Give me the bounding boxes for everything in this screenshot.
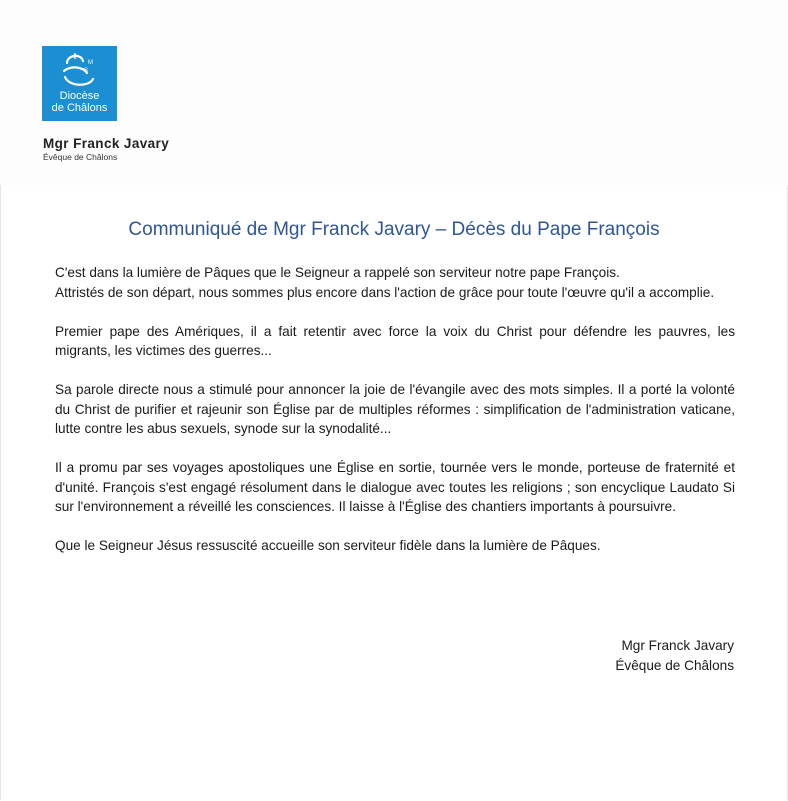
diocese-emblem-icon [61, 51, 98, 89]
paragraph [55, 380, 735, 439]
diocese-logo [42, 46, 117, 121]
emblem-letter-s: S [84, 68, 89, 74]
paragraph-line: Attristés de son départ, nous sommes plus encore dans l'action de grâce pour toute l'œuvre qu'il a accomplie. [55, 284, 715, 300]
closing-signature [615, 636, 734, 676]
paragraph [55, 536, 735, 556]
logo-text-chalons: de Châlons [51, 102, 108, 114]
paragraph-line: Il a promu par ses voyages apostoliques une Église en sortie, tournée vers le monde, porteuse de fraternité et d'unité. François s'est engagé résolument dans le dialogue avec toutes les religions ; son encyclique Laudato Si sur l'environnement a réveillé les consciences. Il laisse à l'Église des chantiers importants à poursuivre. [55, 460, 735, 514]
letterhead-author-name: Mgr Franck Javary [43, 136, 170, 151]
closing-name: Mgr Franck Javary [621, 638, 734, 653]
paragraph-line: Sa parole directe nous a stimulé pour annoncer la joie de l'évangile avec des mots simples. Il a porté la volonté du Christ de purifier et rajeunir son Église par de multiples réformes : simplification de l'administration vaticane, lutte contre les abus sexuels, synode sur la synodalité... [55, 382, 735, 436]
logo-text-diocese: Diocèse [59, 90, 100, 102]
paragraph [55, 263, 735, 302]
letterhead [0, 0, 788, 185]
paragraph-line: C'est dans la lumière de Pâques que le Seigneur a rappelé son serviteur notre pape François. [55, 265, 620, 280]
emblem-letter-m: M [88, 60, 93, 66]
letterhead-author-role: Évêque de Châlons [43, 152, 118, 162]
paragraph-line: Premier pape des Amériques, il a fait retentir avec force la voix du Christ pour défendre les pauvres, les migrants, les victimes des guerres... [55, 323, 735, 358]
document-title: Communiqué de Mgr Franck Javary – Décès du Pape François [128, 219, 660, 240]
paragraph-line: Que le Seigneur Jésus ressuscité accueille son serviteur fidèle dans la lumière de Pâques. [55, 538, 601, 553]
document-body [55, 263, 735, 575]
paragraph [55, 322, 735, 361]
paragraph [55, 458, 735, 517]
closing-role: Évêque de Châlons [615, 658, 734, 673]
